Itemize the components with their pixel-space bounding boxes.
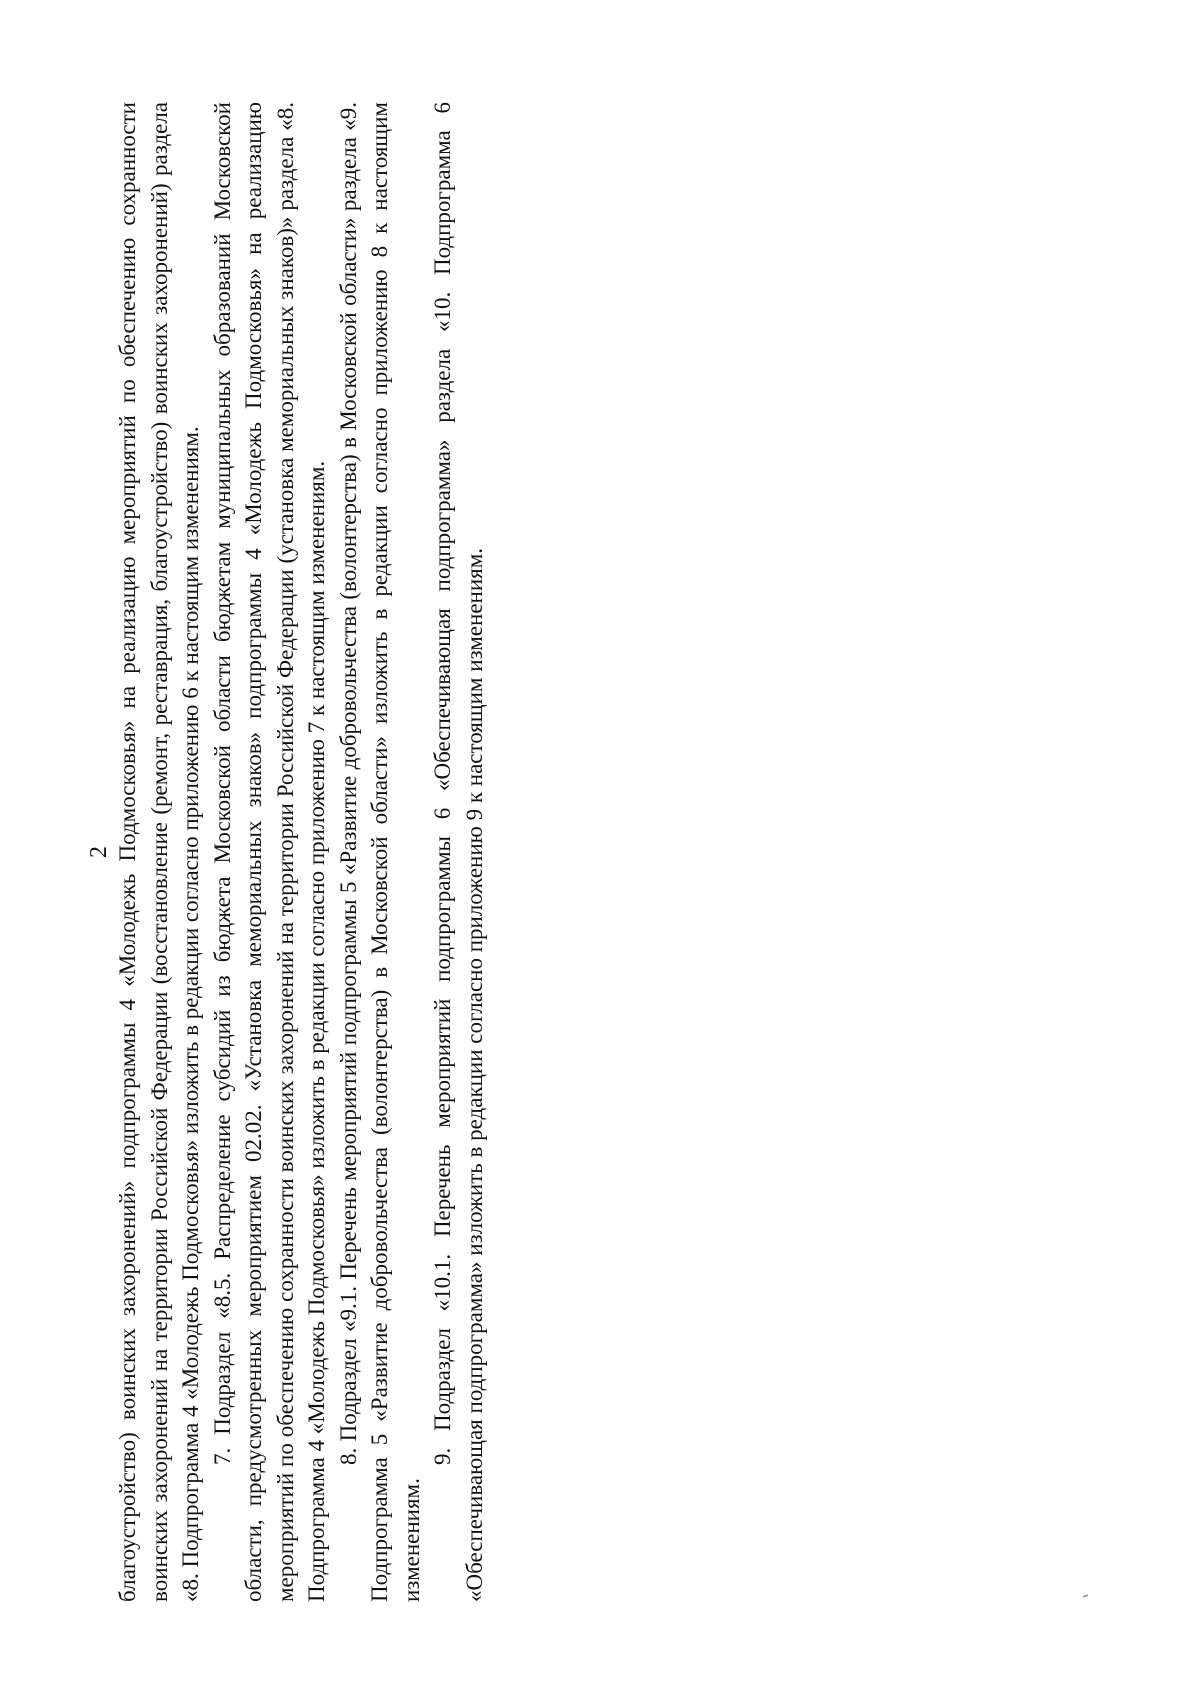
paragraph-item-8: 8. Подраздел «9.1. Перечень мероприятий подпрограммы 5 «Развитие добровольчества (волонтерства) в Московской области» раздела «9. Подпрограмма 5 «Развитие добровольчества (волонтерства) в Московской области» изложить в редакции согласно приложению 8 к настоящим изменениям. xyxy=(335,102,424,1602)
paragraph-item-9: 9. Подраздел «10.1. Перечень мероприятий подпрограммы 6 «Обеспечивающая подпрограмма» раздела «10. Подпрограмма 6 «Обеспечивающая подпрограмма» изложить в редакции согласно приложению 9 к настоящим изменениям. xyxy=(430,102,487,1602)
page-number: 2 xyxy=(86,846,112,858)
rotated-text-block xyxy=(86,102,632,1602)
paragraph-continuation: благоустройство) воинских захоронений» подпрограммы 4 «Молодежь Подмосковья» на реализацию мероприятий по обеспечению сохранности воинских захоронений на территории Российской Федерации (восстановление (ремонт, реставрация, благоустройство) воинских захоронений) раздела «8. Подпрограмма 4 «Молодежь Подмосковья» изложить в редакции согласно приложению 6 к настоящим изменениям. xyxy=(115,102,203,1602)
paragraph-item-7: 7. Подраздел «8.5. Распределение субсидий из бюджета Московской области бюджетам муниципальных образований Московской области, предусмотренных мероприятием 02.02. «Установка мемориальных знаков» подпрограммы 4 «Молодежь Подмосковья» на реализацию мероприятий по обеспечению сохранности воинских захоронений на территории Российской Федерации (установка мемориальных знаков)» раздела «8. Подпрограмма 4 «Молодежь Подмосковья» изложить в редакции согласно приложению 7 к настоящим изменениям. xyxy=(209,102,329,1602)
scan-speck xyxy=(1083,1594,1088,1598)
